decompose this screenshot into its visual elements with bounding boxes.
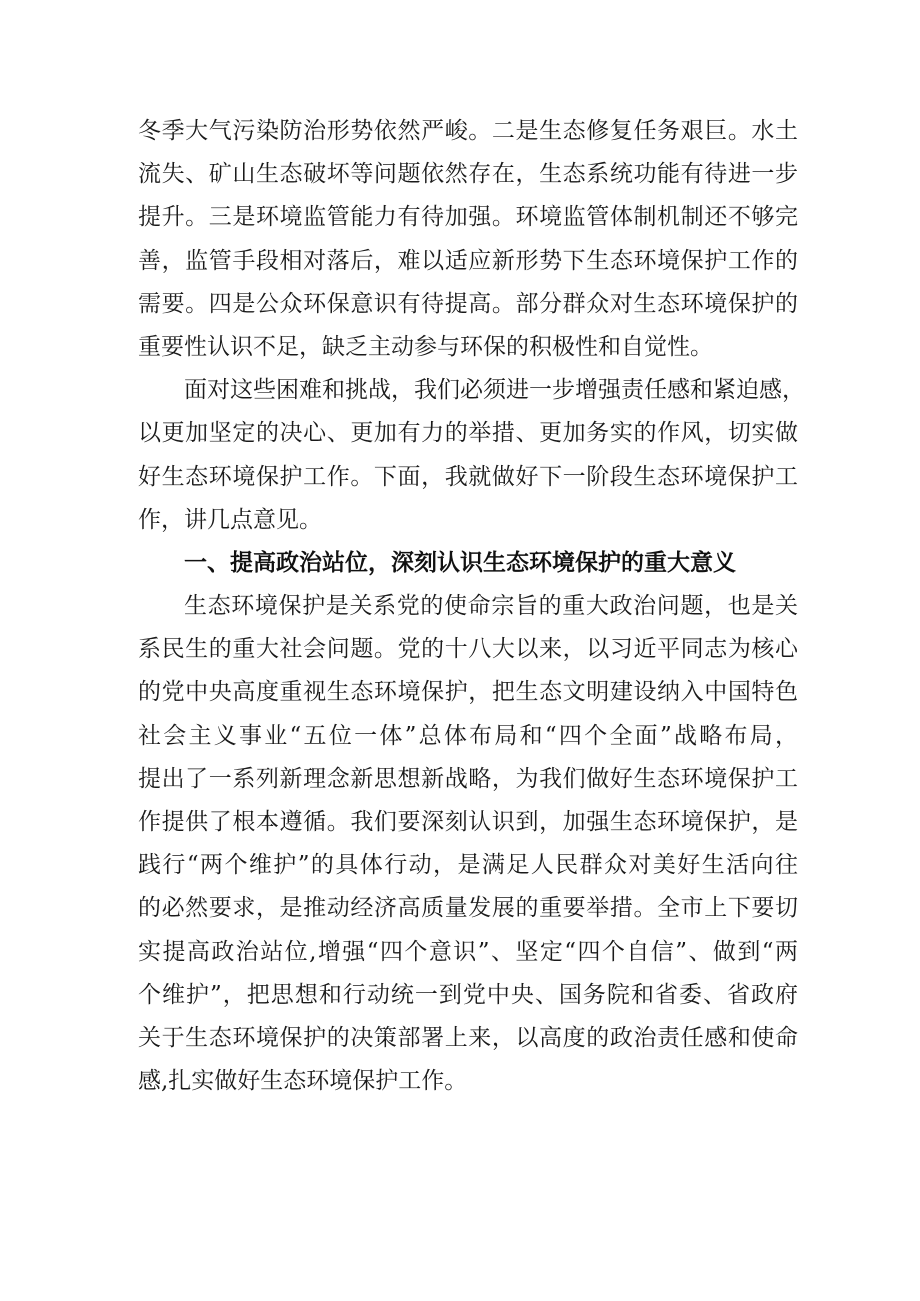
- text-line: 个维护”，把思想和行动统一到党中央、国务院和省委、省政府: [138, 981, 798, 1008]
- text-line: 的党中央高度重视生态环境保护，把生态文明建设纳入中国特色: [138, 679, 798, 706]
- text-line: 社会主义事业“五位一体”总体布局和“四个全面”战略布局，: [138, 722, 798, 749]
- text-line: 实提高政治站位,增强“四个意识”、坚定“四个自信”、做到“两: [138, 938, 798, 965]
- text-line: 需要。四是公众环保意识有待提高。部分群众对生态环境保护的: [138, 290, 798, 317]
- text-line: 重要性认识不足，缺乏主动参与环保的积极性和自觉性。: [138, 333, 713, 360]
- paragraph: [138, 585, 798, 1103]
- text-line: 提升。三是环境监管能力有待加强。环境监管体制机制还不够完: [138, 204, 798, 231]
- document-body: [138, 110, 805, 1103]
- heading-line: 一、提高政治站位，深刻认识生态环境保护的重大意义: [184, 549, 736, 576]
- text-line: 的必然要求，是推动经济高质量发展的重要举措。全市上下要切: [138, 895, 798, 922]
- paragraph: [138, 110, 798, 369]
- paragraph: [138, 369, 805, 542]
- text-line: 践行“两个维护”的具体行动，是满足人民群众对美好生活向往: [138, 852, 798, 879]
- text-line: 面对这些困难和挑战，我们必须进一步增强责任感和紧迫感，: [184, 377, 805, 404]
- text-line: 以更加坚定的决心、更加有力的举措、更加务实的作风，切实做: [138, 420, 798, 447]
- text-line: 流失、矿山生态破坏等问题依然存在，生态系统功能有待进一步: [138, 161, 798, 188]
- text-line: 生态环境保护是关系党的使命宗旨的重大政治问题，也是关: [184, 593, 798, 620]
- text-line: 系民生的重大社会问题。党的十八大以来，以习近平同志为核心: [138, 636, 798, 663]
- text-line: 冬季大气污染防治形势依然严峻。二是生态修复任务艰巨。水土: [138, 118, 798, 144]
- text-line: 感,扎实做好生态环境保护工作。: [138, 1068, 468, 1095]
- text-line: 提出了一系列新理念新思想新战略，为我们做好生态环境保护工: [138, 765, 798, 792]
- text-line: 作，讲几点意见。: [138, 506, 322, 533]
- text-line: 好生态环境保护工作。下面，我就做好下一阶段生态环境保护工: [138, 463, 798, 490]
- text-line: 善，监管手段相对落后，难以适应新形势下生态环境保护工作的: [138, 247, 798, 274]
- text-line: 作提供了根本遵循。我们要深刻认识到，加强生态环境保护，是: [138, 809, 798, 835]
- section-heading: [138, 542, 798, 585]
- text-line: 关于生态环境保护的决策部署上来，以高度的政治责任感和使命: [138, 1024, 798, 1051]
